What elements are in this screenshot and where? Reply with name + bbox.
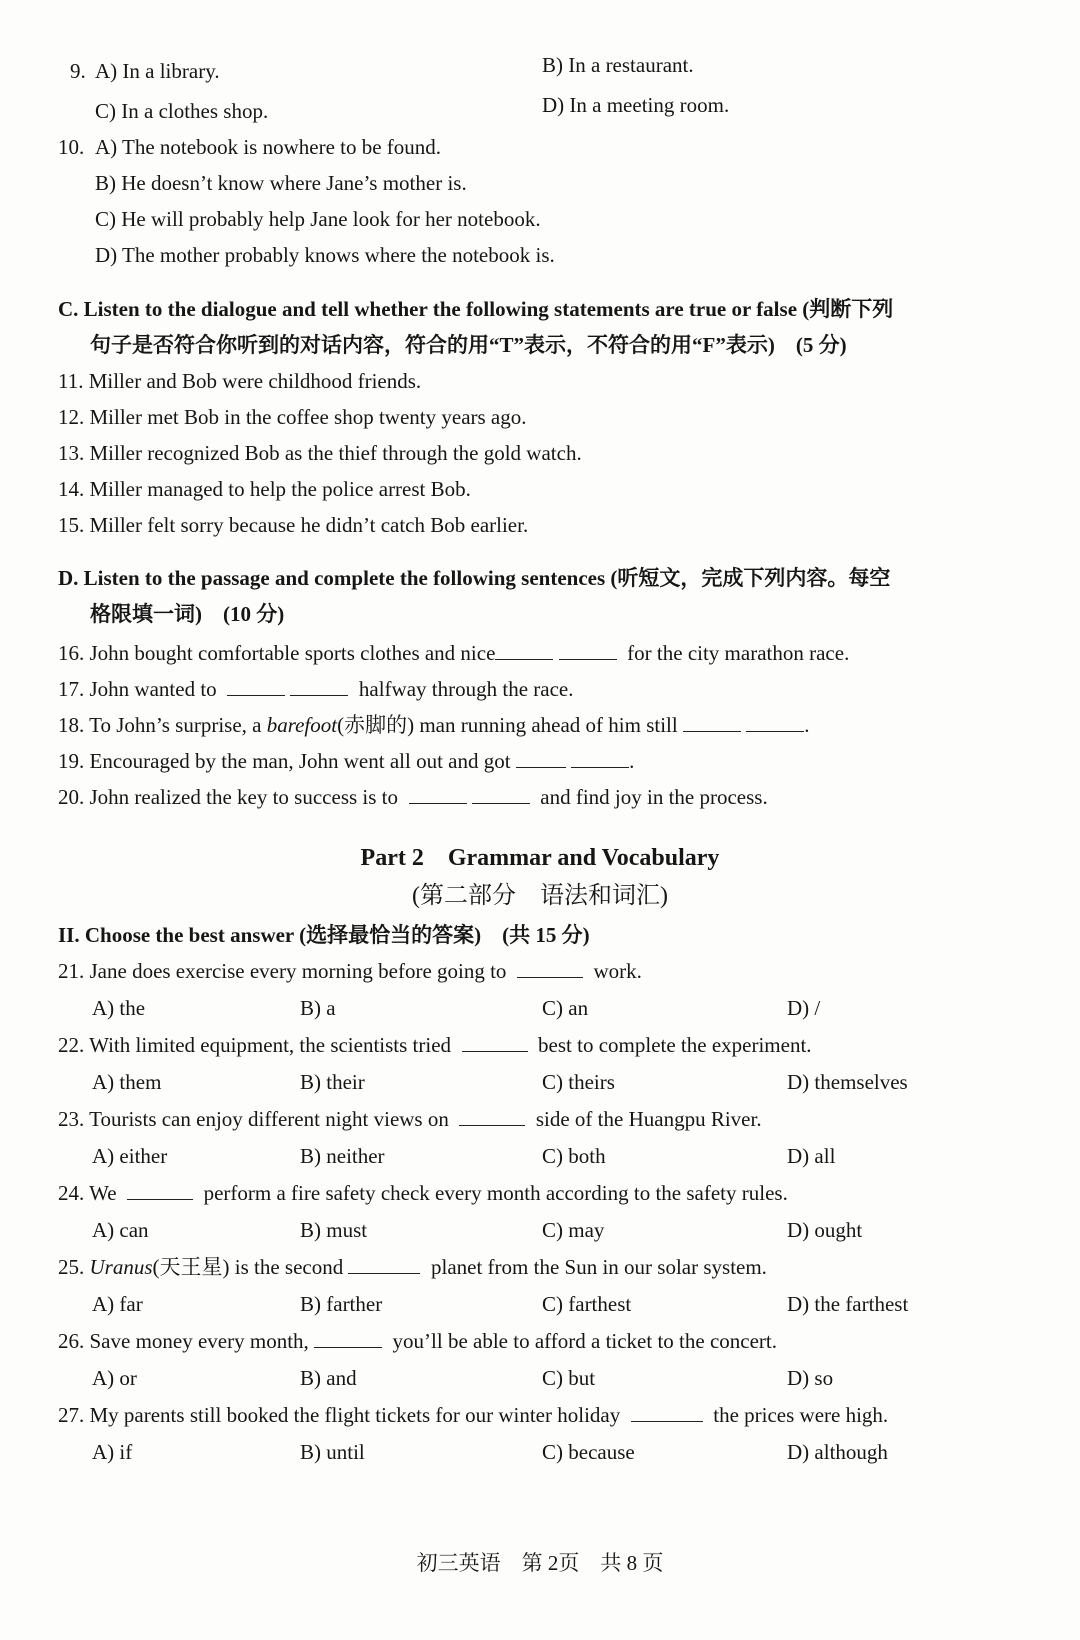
q10-option-c: C) He will probably help Jane look for her notebook. — [95, 207, 541, 231]
sentence-17-start: 17. John wanted to — [58, 677, 217, 701]
blank-25[interactable] — [348, 1255, 420, 1274]
blank-19-1[interactable] — [516, 749, 566, 768]
part2-subtitle: (第二部分 语法和词汇) — [412, 883, 668, 909]
blank-18-2[interactable] — [746, 713, 804, 732]
sentence-18-end: . — [804, 713, 810, 737]
question-21 — [58, 958, 642, 984]
question-27 — [58, 1402, 888, 1428]
q25-option-b[interactable]: B) farther — [300, 1292, 383, 1316]
q10-num: 10. — [58, 135, 85, 159]
q27-option-c[interactable]: C) because — [542, 1440, 635, 1464]
q26-option-b[interactable]: B) and — [300, 1366, 357, 1390]
q9-num: 9. — [70, 59, 86, 83]
blank-17-2[interactable] — [290, 677, 348, 696]
question-27-start: 27. My parents still booked the flight tickets for our winter holiday — [58, 1403, 621, 1427]
q26-option-d[interactable]: D) so — [787, 1366, 834, 1390]
section-d-heading-line2: 格限填一词) (10 分) — [90, 602, 285, 626]
q21-option-a[interactable]: A) the — [92, 996, 146, 1020]
q25-option-c[interactable]: C) farthest — [542, 1292, 632, 1316]
sentence-16 — [58, 640, 849, 666]
q21-option-c[interactable]: C) an — [542, 996, 589, 1020]
question-25 — [58, 1254, 767, 1280]
q9-option-b: B) In a restaurant. — [542, 53, 694, 77]
q9-option-d: D) In a meeting room. — [542, 93, 730, 117]
q22-option-a[interactable]: A) them — [92, 1070, 162, 1094]
q22-option-d[interactable]: D) themselves — [787, 1070, 908, 1094]
sentence-17 — [58, 676, 573, 702]
sentence-19-start: 19. Encouraged by the man, John went all out and got — [58, 749, 511, 773]
question-25-num: 25. — [58, 1255, 90, 1279]
q10-option-d: D) The mother probably knows where the notebook is. — [95, 243, 555, 267]
q10-option-a: A) The notebook is nowhere to be found. — [95, 135, 442, 159]
section-ii-heading: II. Choose the best answer (选择最恰当的答案) (共 15 分) — [58, 923, 590, 947]
sentence-19-end: . — [629, 749, 635, 773]
sentence-20-start: 20. John realized the key to success is to — [58, 785, 398, 809]
sentence-16-start: 16. John bought comfortable sports clothes and nice — [58, 641, 496, 665]
q26-option-a[interactable]: A) or — [92, 1366, 137, 1390]
section-d-heading-line1: D. Listen to the passage and complete the following sentences (听短文，完成下列内容。每空 — [58, 566, 891, 590]
sentence-18-start: 18. To John’s surprise, a — [58, 713, 267, 737]
blank-20-1[interactable] — [409, 785, 467, 804]
q24-option-a[interactable]: A) can — [92, 1218, 149, 1242]
sentence-20-end: and find joy in the process. — [540, 785, 768, 809]
question-22 — [58, 1032, 812, 1058]
q9-option-c: C) In a clothes shop. — [95, 99, 269, 123]
blank-26[interactable] — [314, 1329, 382, 1348]
q27-option-b[interactable]: B) until — [300, 1440, 365, 1464]
q22-option-c[interactable]: C) theirs — [542, 1070, 615, 1094]
blank-22[interactable] — [462, 1033, 528, 1052]
question-23-start: 23. Tourists can enjoy different night views on — [58, 1107, 449, 1131]
section-c-heading-line2: 句子是否符合你听到的对话内容，符合的用“T”表示，不符合的用“F”表示) (5 分) — [90, 333, 847, 357]
question-23-end: side of the Huangpu River. — [535, 1107, 762, 1131]
q26-option-c[interactable]: C) but — [542, 1366, 596, 1390]
q27-option-d[interactable]: D) although — [787, 1440, 888, 1464]
blank-23[interactable] — [459, 1107, 525, 1126]
q21-option-d[interactable]: D) / — [787, 996, 821, 1020]
question-25-end: planet from the Sun in our solar system. — [430, 1255, 767, 1279]
question-26 — [58, 1328, 777, 1354]
question-21-end: work. — [593, 959, 642, 983]
sentence-20 — [58, 784, 768, 810]
blank-27[interactable] — [631, 1403, 703, 1422]
statement-13: 13. Miller recognized Bob as the thief through the gold watch. — [58, 441, 582, 465]
question-26-start: 26. Save money every month, — [58, 1329, 309, 1353]
blank-24[interactable] — [127, 1181, 193, 1200]
q24-option-c[interactable]: C) may — [542, 1218, 605, 1242]
q23-option-d[interactable]: D) all — [787, 1144, 836, 1168]
question-24 — [58, 1180, 788, 1206]
statement-14: 14. Miller managed to help the police arrest Bob. — [58, 477, 471, 501]
section-c-heading-line1: C. Listen to the dialogue and tell whether the following statements are true or false (判断下列 — [58, 297, 894, 321]
q21-option-b[interactable]: B) a — [300, 996, 336, 1020]
part2-title: Part 2 Grammar and Vocabulary — [360, 845, 720, 871]
question-26-end: you’ll be able to afford a ticket to the concert. — [392, 1329, 777, 1353]
blank-16-2[interactable] — [559, 641, 617, 660]
sentence-18-mid: (赤脚的) man running ahead of him still — [337, 713, 678, 737]
q23-option-a[interactable]: A) either — [92, 1144, 168, 1168]
q23-option-b[interactable]: B) neither — [300, 1144, 385, 1168]
sentence-18 — [58, 712, 809, 738]
question-24-start: 24. We — [58, 1181, 117, 1205]
question-21-start: 21. Jane does exercise every morning before going to — [58, 959, 507, 983]
sentence-18-italic: barefoot — [266, 713, 338, 737]
q9-option-a: A) In a library. — [95, 59, 220, 83]
question-22-end: best to complete the experiment. — [538, 1033, 812, 1057]
sentence-16-end: for the city marathon race. — [627, 641, 850, 665]
question-25-start: (天王星) is the second — [152, 1255, 344, 1279]
question-25-italic: Uranus — [89, 1255, 153, 1279]
statement-15: 15. Miller felt sorry because he didn’t catch Bob earlier. — [58, 513, 529, 537]
page-footer: 初三英语 第 2页 共 8 页 — [416, 1551, 664, 1575]
q23-option-c[interactable]: C) both — [542, 1144, 606, 1168]
statement-11: 11. Miller and Bob were childhood friends. — [58, 369, 422, 393]
q25-option-d[interactable]: D) the farthest — [787, 1292, 909, 1316]
blank-17-1[interactable] — [227, 677, 285, 696]
question-27-end: the prices were high. — [713, 1403, 889, 1427]
blank-18-1[interactable] — [683, 713, 741, 732]
blank-19-2[interactable] — [571, 749, 629, 768]
sentence-19 — [58, 748, 634, 774]
q25-option-a[interactable]: A) far — [92, 1292, 143, 1316]
blank-21[interactable] — [517, 959, 583, 978]
sentence-17-end: halfway through the race. — [358, 677, 574, 701]
statement-12: 12. Miller met Bob in the coffee shop twenty years ago. — [58, 405, 527, 429]
q22-option-b[interactable]: B) their — [300, 1070, 365, 1094]
blank-16-1[interactable] — [495, 641, 553, 660]
q10-option-b: B) He doesn’t know where Jane’s mother is. — [95, 171, 467, 195]
blank-20-2[interactable] — [472, 785, 530, 804]
q24-option-b[interactable]: B) must — [300, 1218, 368, 1242]
question-22-start: 22. With limited equipment, the scientists tried — [58, 1033, 452, 1057]
q27-option-a[interactable]: A) if — [92, 1440, 133, 1464]
q24-option-d[interactable]: D) ought — [787, 1218, 863, 1242]
question-24-end: perform a fire safety check every month according to the safety rules. — [203, 1181, 788, 1205]
question-23 — [58, 1106, 762, 1132]
